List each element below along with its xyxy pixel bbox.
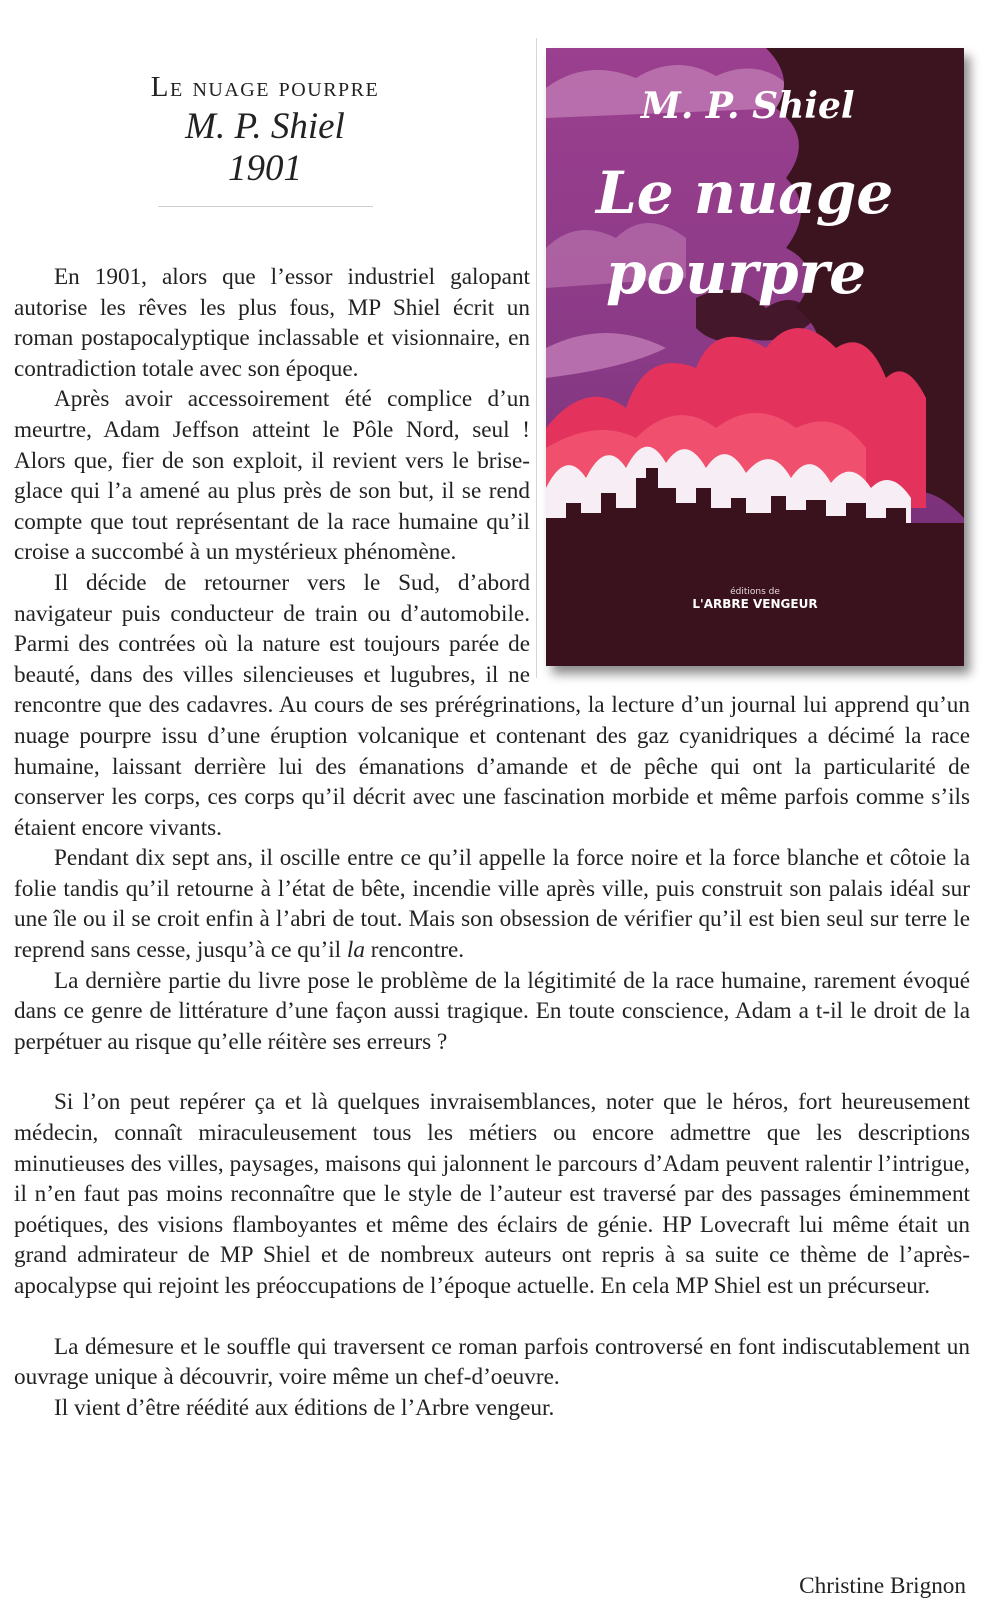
article-header <box>40 68 490 207</box>
emphasis: la <box>346 937 365 964</box>
paragraph: La démesure et le souffle qui traversent ce roman parfois controversé en font indiscutablement un ouvrage unique à découvrir, voire même un chef-d’oeuvre. <box>14 1333 970 1391</box>
paragraph: Il décide de retourner vers le Sud, d’abord navigateur puis conducteur de train ou d’automobile. Parmi des contrées où la nature est toujours parée de beauté, dans des villes silencieuses et lugubres, il ne rencontre que des cadavres. Au cours de ses prérégrinations, la lecture d’un journal lui apprend qu’un nuage pourpre issu d’une éruption volcanique et contenant des gaz cyanidriques a décimé la race humaine, laissant derrière lui des émanations d’amande et de pêche qui ont la particularité de conserver les corps, ces corps qu’il décrit avec une fascination morbide et même parfois comme s’ils étaient encore vivants. <box>14 569 970 841</box>
cover-publisher: L'ARBRE VENGEUR <box>692 597 818 611</box>
paragraph: Si l’on peut repérer ça et là quelques invraisemblances, noter que le héros, fort heureusement médecin, connaît miraculeusement tous les métiers ou encore admettre que les descriptions minutieuses des villes, paysages, maisons qui jalonnent le parcours d’Adam peuvent ralentir l’intrigue, il n’en faut pas moins reconnaître que le style de l’auteur est traversé par des passages éminemment poétiques, des visions flamboyantes et même des éclairs de génie. HP Lovecraft lui même était un grand admirateur de MP Shiel et de nombreux auteurs ont repris à sa suite ce thème de l’après-apocalypse qui rejoint les préoccupations de l’époque actuelle. En cela MP Shiel est un précurseur. <box>14 1089 970 1299</box>
cover-title-line2: pourpre <box>606 239 866 307</box>
book-author: M. P. Shiel <box>185 106 345 147</box>
paragraph-text: rencontre. <box>364 937 465 964</box>
title-divider <box>158 206 373 207</box>
article-body <box>14 262 970 1423</box>
cover-publisher-small: éditions de <box>730 587 780 597</box>
publication-year: 1901 <box>228 148 302 189</box>
paragraph-text: Pendant dix sept ans, il oscille entre ce qu’il appelle la force noire et la force blanche et côtoie la folie tandis qu’il retourne à l’état de bête, incendie ville après ville, puis construit son palais idéal sur une île ou il se croit enfin à l’abri de tout. Mais son obsession de vérifier qu’il est bien seul sur terre le reprend sans cesse, jusqu’à ce qu’il <box>14 845 970 964</box>
paragraph: Après avoir accessoirement été complice d’un meurtre, Adam Jeffson atteint le Pôle Nord, seul ! Alors que, fier de son exploit, il revient vers le brise-glace qui l’a amené au plus près de son but, il se rend compte que tout représentant de la race humaine qu’il croise a succombé à un mystérieux phénomène. <box>14 386 530 566</box>
cover-float-space <box>530 262 970 662</box>
signature: Christine Brignon <box>799 1573 966 1599</box>
paragraph <box>14 843 970 965</box>
paragraph: En 1901, alors que l’essor industriel galopant autorise les rêves les plus fous, MP Shiel écrit un roman postapocalyptique inclassable et visionnaire, en contradiction totale avec son époque. <box>14 264 530 382</box>
paragraph: La dernière partie du livre pose le problème de la légitimité de la race humaine, rarement évoqué dans ce genre de littérature d’une façon aussi tragique. En toute conscience, Adam a t-il le droit de la perpétuer au risque qu’elle réitère ses erreurs ? <box>14 967 970 1055</box>
cover-title-line1: Le nuage <box>596 159 894 227</box>
cover-author: M. P. Shiel <box>641 85 855 127</box>
book-title: Le nuage pourpre <box>150 71 380 103</box>
paragraph: Il vient d’être réédité aux éditions de l’Arbre vengeur. <box>54 1394 555 1421</box>
